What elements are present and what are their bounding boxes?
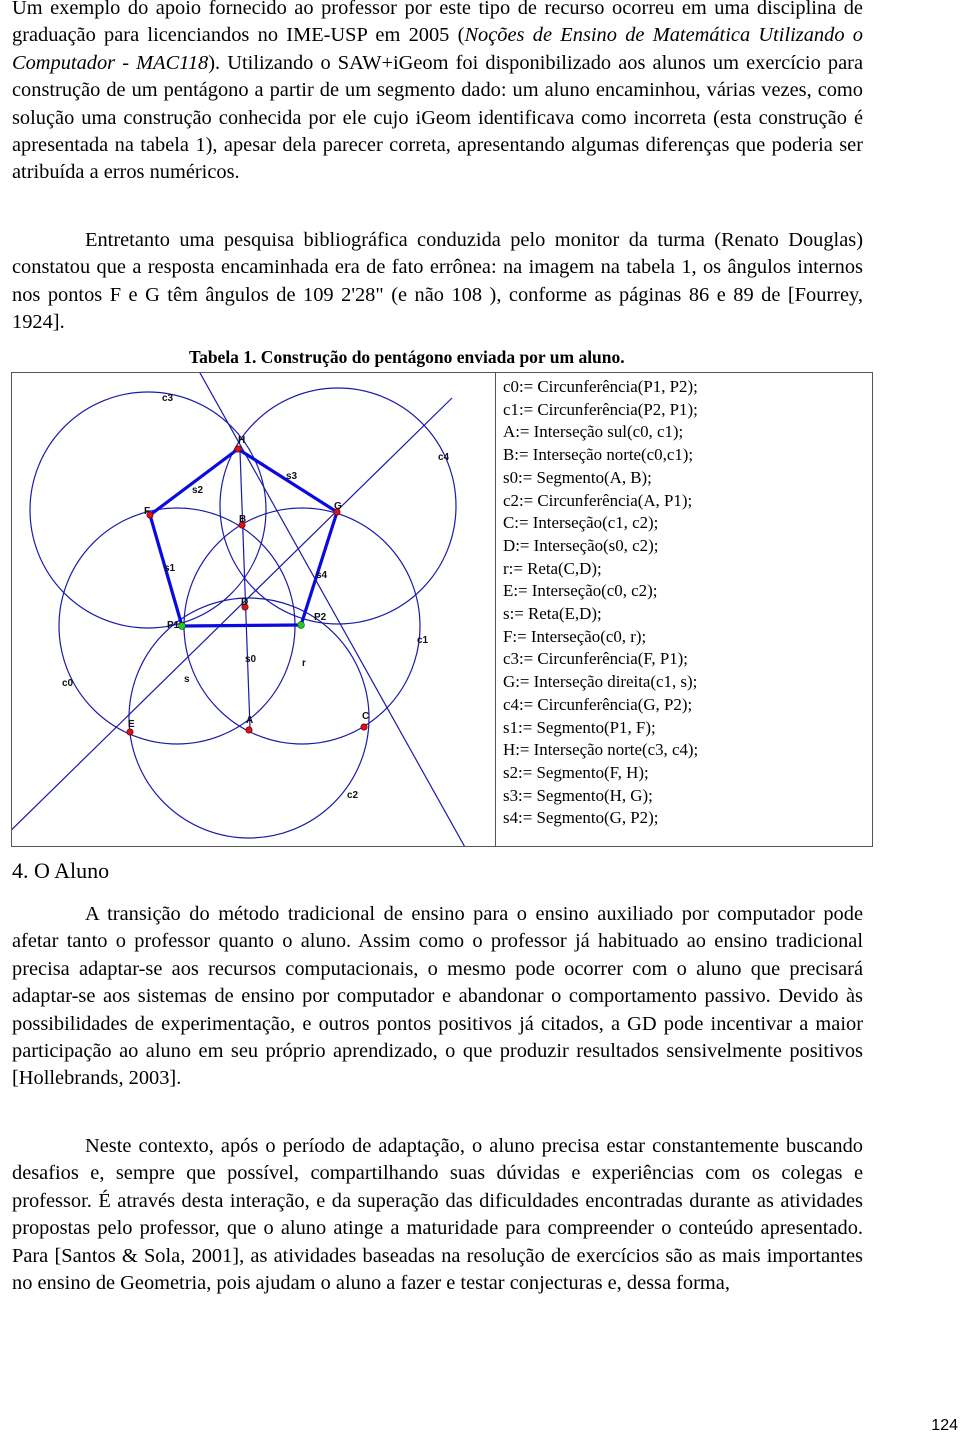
construction-step: s4:= Segmento(G, P2); — [503, 808, 659, 828]
paragraph-intro — [12, 0, 863, 187]
construction-step: E:= Interseção(c0, c2); — [503, 581, 658, 601]
construction-step: D:= Interseção(s0, c2); — [503, 535, 659, 555]
construction-step: B:= Interseção norte(c0,c1); — [503, 445, 694, 465]
label-c2: c2 — [347, 790, 359, 801]
construction-step: c0:= Circunferência(P1, P2); — [503, 377, 698, 396]
paragraph-context: Neste contexto, após o período de adaptação, o aluno precisa estar constantemente buscando desafios e, sempre que possível, compartilhando suas dúvidas e experiências com os colegas e professor. É através desta interação, e da superação das dificuldades encontradas durante as atividades propostas pelo professor, que o aluno atinge a maturidade para compreender o conteúdo apresentado. Para [Santos & Sola, 2001], as atividades baseadas na resolução de exercícios são as mais importantes no ensino de Geometria, pois ajudam o aluno a fazer e testar conjecturas e, dessa forma, — [12, 1135, 863, 1295]
line-r — [133, 373, 485, 846]
construction-step: F:= Interseção(c0, r); — [503, 626, 647, 646]
label-s3: s3 — [286, 471, 298, 482]
construction-step: c4:= Circunferência(G, P2); — [503, 694, 693, 714]
label-c3: c3 — [162, 393, 174, 404]
paragraph-research: Entretanto uma pesquisa bibliográfica conduzida pelo monitor da turma (Renato Douglas) constatou que a resposta encaminhada era de fato errônea: na imagem na tabela 1, os ângulos internos nos pontos F e G têm ângulos de 109 2'28" (e não 108 ), conforme as páginas 86 e 89 de [Fourrey, 1924]. — [12, 229, 863, 334]
page-number: 124 — [931, 1417, 958, 1434]
label-c1: c1 — [417, 635, 429, 646]
point-p2 — [298, 622, 305, 629]
construction-steps-list — [503, 376, 698, 830]
label-c: C — [362, 711, 370, 722]
label-p2: P2 — [314, 612, 327, 623]
label-s1: s1 — [164, 563, 176, 574]
paragraph-transition: A transição do método tradicional de ensino para o ensino auxiliado por computador pode afetar tanto o professor quanto o aluno. Assim como o professor já habituado ao ensino tradicional precisa adaptar-se aos recursos computacionais, o mesmo pode ocorrer com o aluno que precisará adaptar-se aos sistemas de ensino por computador e abandonar o comportamento passivo. Devido às possibilidades de experimentação, e outros pontos positivos já citados, a GD pode incentivar a maior participação ao aluno em seu próprio aprendizado, o que produzir resultados sensivelmente positivos [Hollebrands, 2003]. — [12, 903, 863, 1090]
label-d: D — [241, 597, 249, 608]
construction-step: s:= Reta(E,D); — [503, 604, 602, 624]
label-g: G — [334, 501, 342, 512]
label-r: r — [302, 658, 306, 669]
construction-step: c1:= Circunferência(P2, P1); — [503, 399, 698, 419]
label-f: F — [144, 506, 151, 517]
label-c0: c0 — [62, 678, 74, 689]
label-s0: s0 — [245, 654, 257, 665]
label-b: B — [239, 514, 247, 525]
construction-step: A:= Interseção sul(c0, c1); — [503, 422, 684, 442]
label-s2: s2 — [192, 485, 204, 496]
label-c4: c4 — [438, 452, 450, 463]
label-s: s — [184, 674, 190, 685]
construction-step: s1:= Segmento(P1, F); — [503, 717, 656, 737]
point-p1 — [179, 623, 186, 630]
label-p1: P1 — [167, 620, 180, 631]
course-name-italic: Noções de Ensino de Matemática Utilizando o Computador - MAC118 — [12, 24, 864, 74]
construction-step: C:= Interseção(c1, c2); — [503, 513, 659, 533]
construction-step: s3:= Segmento(H, G); — [503, 785, 653, 805]
point-h — [235, 446, 241, 452]
table-caption: Tabela 1. Construção do pentágono enviada por um aluno. — [189, 347, 625, 367]
section-heading: 4. O Aluno — [12, 858, 110, 883]
construction-step: c3:= Circunferência(F, P1); — [503, 649, 688, 669]
figure-table — [11, 372, 873, 847]
label-h: H — [238, 435, 246, 446]
label-a: A — [246, 715, 254, 726]
construction-step: c2:= Circunferência(A, P1); — [503, 490, 693, 510]
paragraph-intro-text-2: ). Utilizando o SAW+iGeom foi disponibilizado aos alunos um exercício para construção de um pentágono a partir de um segmento dado: um aluno encaminhou, várias vezes, como solução uma construção conhecida por ele cujo iGeom identificava como incorreta (esta construção é apresentada na tabela 1), apesar dela parecer correta, apresentando algumas diferenças que poderia ser atribuída a erros numéricos. — [12, 51, 863, 184]
segment-s0 — [240, 451, 250, 728]
segment-s2 — [150, 449, 238, 515]
segment-p1-p2 — [182, 625, 301, 626]
construction-step: s2:= Segmento(F, H); — [503, 762, 649, 782]
point-a — [246, 727, 252, 733]
line-s — [12, 398, 452, 846]
label-s4: s4 — [316, 570, 328, 581]
table-column-divider — [495, 373, 496, 846]
paragraph-intro-text-1: Um exemplo do apoio fornecido ao professor por este tipo de recurso ocorreu em uma disciplina de graduação para licenciandos no IME-USP em 2005 ( — [12, 0, 863, 47]
label-e: E — [128, 719, 135, 730]
construction-step: s0:= Segmento(A, B); — [503, 467, 652, 487]
construction-step: H:= Interseção norte(c3, c4); — [503, 740, 699, 760]
construction-step: r:= Reta(C,D); — [503, 558, 602, 578]
pentagon-construction-diagram — [12, 373, 495, 846]
construction-step: G:= Interseção direita(c1, s); — [503, 672, 698, 692]
point-c — [361, 724, 367, 730]
